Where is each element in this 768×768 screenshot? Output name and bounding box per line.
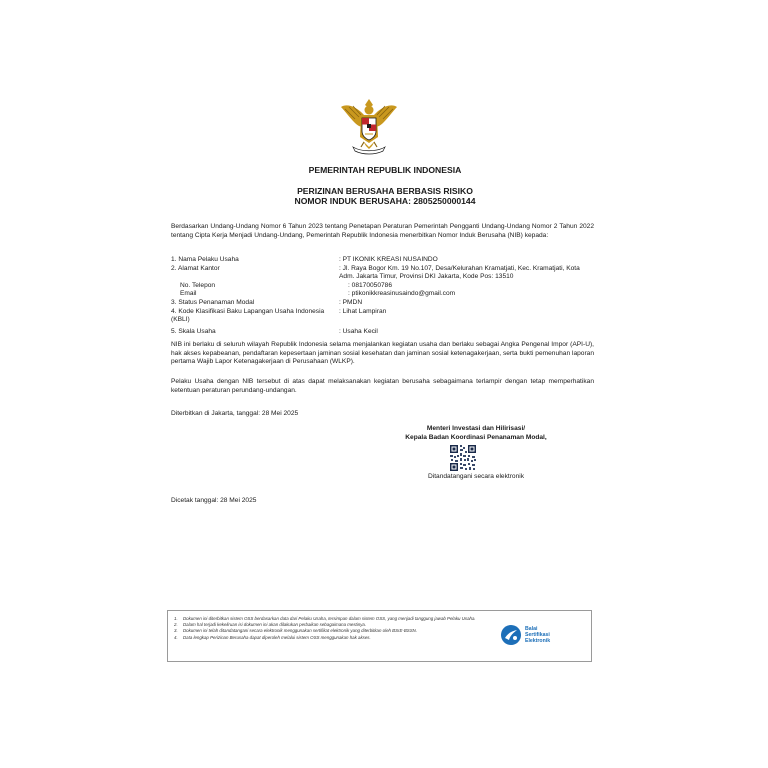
field-value: : 08170050786 [348, 281, 393, 289]
field-investment-status [171, 299, 594, 308]
bsre-line: Elektronik [525, 638, 551, 644]
list-item [174, 635, 496, 641]
field-phone [171, 282, 594, 291]
field-value: : Usaha Kecil [339, 327, 378, 335]
obligation-paragraph: Pelaku Usaha dengan NIB tersebut di atas dapat melaksanakan kegiatan berusaha sebagaimana terlampir dengan tetap memperhatikan ketentuan peraturan perundang-undangan. [171, 378, 594, 394]
print-date: Dicetak tanggal: 28 Mei 2025 [171, 497, 257, 504]
note-text: Dalam hal terjadi kekeliruan isi dokumen ini akan dilakukan perbaikan sebagaimana mestinya. [183, 622, 367, 628]
bsre-logo-icon [500, 624, 522, 646]
field-office-address [171, 265, 594, 282]
signer-title: Menteri Investasi dan Hilirisasi/ [426, 425, 526, 432]
field-business-name [171, 256, 594, 265]
document-authority: PEMERINTAH REPUBLIK INDONESIA [308, 165, 462, 175]
field-label: 5. Skala Usaha [171, 327, 216, 335]
field-label: 2. Alamat Kantor [171, 264, 220, 272]
field-value: : PMDN [339, 298, 363, 306]
note-text: Dokumen ini telah ditandatangani secara elektronik menggunakan sertifikat elektronik yang diterbitkan oleh BSrE-BSSN. [183, 628, 418, 634]
field-label: Email [180, 290, 197, 298]
business-details [171, 256, 594, 336]
note-number: 4. [174, 634, 178, 640]
field-value: : ptikonikkreasinusaindo@gmail.com [348, 290, 456, 298]
nib-number: NOMOR INDUK BERUSAHA: 2805250000144 [294, 196, 476, 206]
signer-position: Kepala Badan Koordinasi Penanaman Modal, [405, 433, 547, 441]
field-value: : Jl. Raya Bogor Km. 19 No.107, Desa/Kelurahan Kramatjati, Kec. Kramatjati, Kota Adm. Jakarta Timur, Provinsi DKI Jakarta, Kode Pos: 13510 [339, 264, 580, 281]
qr-code-icon [449, 444, 477, 472]
note-text: Data lengkap Perizinan Berusaha dapat diperoleh melalui sistem OSS menggunakan hak akses. [183, 634, 371, 640]
field-email [171, 290, 594, 299]
field-label: 1. Nama Pelaku Usaha [171, 256, 239, 263]
document-type: PERIZINAN BERUSAHA BERBASIS RISIKO [297, 186, 473, 196]
field-kbli [171, 308, 594, 325]
field-business-scale [171, 328, 594, 337]
footer-notes-box [167, 610, 592, 662]
validity-paragraph: NIB ini berlaku di seluruh wilayah Republik Indonesia selama menjalankan kegiatan usaha dan berlaku sebagai Angka Pengenal Impor (API-U), hak akses kepabeanan, pendaftaran kepesertaan jaminan sosial kesehatan dan jaminan sosial ketenagakerjaan, serta bukti pemenuhan laporan pertama Wajib Lapor Ketenagakerjaan di Perusahaan (WLKP). [171, 341, 594, 366]
signer-block [384, 425, 568, 442]
note-text: Dokumen ini diterbitkan sistem OSS berdasarkan data dari Pelaku Usaha, tersimpan dalam sistem OSS, yang menjadi tanggung jawab Pelaku Usaha. [183, 616, 476, 621]
issue-place-date: Diterbitkan di Jakarta, tanggal: 28 Mei 2025 [171, 410, 299, 417]
electronic-signature-note: Ditandatangani secara elektronik [427, 473, 525, 480]
note-number: 1. [174, 616, 178, 621]
note-number: 3. [174, 628, 178, 634]
note-number: 2. [174, 622, 178, 628]
bsre-logo [498, 620, 590, 654]
disclaimer-list [174, 616, 496, 641]
field-label: No. Telepon [180, 281, 216, 289]
field-value: : Lihat Lampiran [339, 307, 387, 315]
field-value: : PT IKONIK KREASI NUSAINDO [339, 256, 438, 263]
garuda-pancasila-icon [339, 97, 399, 157]
document-title [170, 186, 600, 206]
field-label: 3. Status Penanaman Modal [171, 298, 255, 306]
bsre-line: Balai [525, 626, 538, 632]
field-label: 4. Kode Klasifikasi Baku Lapangan Usaha Indonesia (KBLI) [171, 307, 325, 324]
bsre-line: Sertifikasi [525, 632, 550, 638]
intro-paragraph: Berdasarkan Undang-Undang Nomor 6 Tahun 2023 tentang Penetapan Peraturan Pemerintah Pengganti Undang-Undang Nomor 2 Tahun 2022 tentang Cipta Kerja Menjadi Undang-Undang, Pemerintah Republik Indonesia menerbitkan Nomor Induk Berusaha (NIB) kepada: [171, 223, 594, 239]
bsre-logo-text [525, 626, 550, 644]
